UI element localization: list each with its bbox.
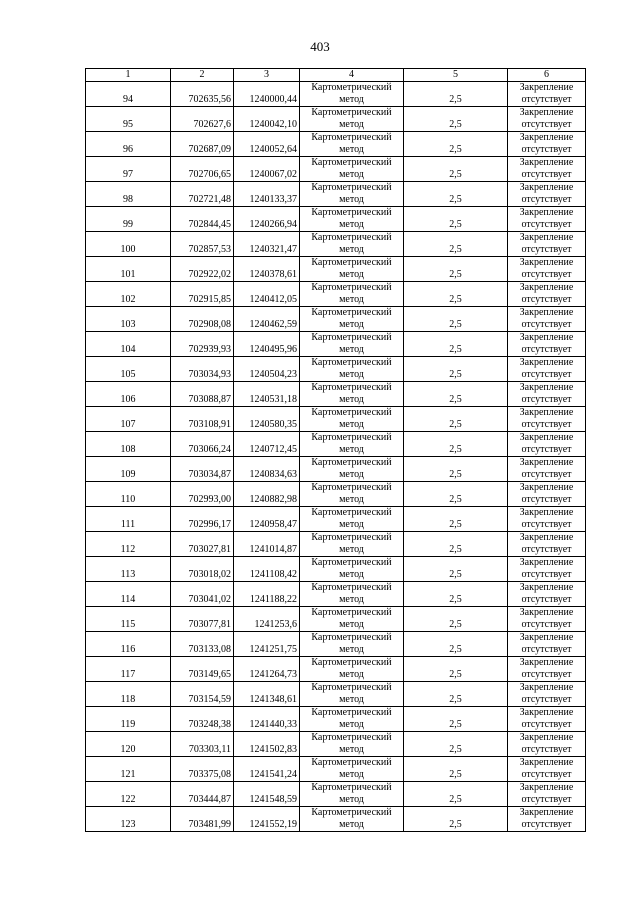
x-coordinate-cell: 702922,02 bbox=[171, 257, 234, 282]
y-coordinate-cell: 1240958,47 bbox=[234, 507, 300, 532]
table-row bbox=[86, 807, 586, 832]
method-cell: Картометрический метод bbox=[300, 782, 404, 807]
method-cell: Картометрический метод bbox=[300, 382, 404, 407]
table-row bbox=[86, 107, 586, 132]
accuracy-cell: 2,5 bbox=[404, 107, 508, 132]
point-number-cell: 99 bbox=[86, 207, 171, 232]
accuracy-cell: 2,5 bbox=[404, 557, 508, 582]
fixing-description-cell: Закрепление отсутствует bbox=[508, 307, 586, 332]
method-cell: Картометрический метод bbox=[300, 632, 404, 657]
method-cell: Картометрический метод bbox=[300, 507, 404, 532]
x-coordinate-cell: 703303,11 bbox=[171, 732, 234, 757]
fixing-description-cell: Закрепление отсутствует bbox=[508, 657, 586, 682]
table-row bbox=[86, 357, 586, 382]
method-cell: Картометрический метод bbox=[300, 807, 404, 832]
accuracy-cell: 2,5 bbox=[404, 82, 508, 107]
accuracy-cell: 2,5 bbox=[404, 657, 508, 682]
table-row bbox=[86, 432, 586, 457]
accuracy-cell: 2,5 bbox=[404, 432, 508, 457]
method-cell: Картометрический метод bbox=[300, 482, 404, 507]
fixing-description-cell: Закрепление отсутствует bbox=[508, 432, 586, 457]
point-number-cell: 121 bbox=[86, 757, 171, 782]
y-coordinate-cell: 1241440,33 bbox=[234, 707, 300, 732]
accuracy-cell: 2,5 bbox=[404, 132, 508, 157]
x-coordinate-cell: 702996,17 bbox=[171, 507, 234, 532]
point-number-cell: 122 bbox=[86, 782, 171, 807]
x-coordinate-cell: 703375,08 bbox=[171, 757, 234, 782]
method-cell: Картометрический метод bbox=[300, 82, 404, 107]
table-row bbox=[86, 707, 586, 732]
table-row bbox=[86, 457, 586, 482]
method-cell: Картометрический метод bbox=[300, 332, 404, 357]
point-number-cell: 118 bbox=[86, 682, 171, 707]
fixing-description-cell: Закрепление отсутствует bbox=[508, 607, 586, 632]
y-coordinate-cell: 1241014,87 bbox=[234, 532, 300, 557]
y-coordinate-cell: 1240042,10 bbox=[234, 107, 300, 132]
y-coordinate-cell: 1240495,96 bbox=[234, 332, 300, 357]
accuracy-cell: 2,5 bbox=[404, 482, 508, 507]
fixing-description-cell: Закрепление отсутствует bbox=[508, 357, 586, 382]
x-coordinate-cell: 703248,38 bbox=[171, 707, 234, 732]
y-coordinate-cell: 1241251,75 bbox=[234, 632, 300, 657]
y-coordinate-cell: 1240882,98 bbox=[234, 482, 300, 507]
point-number-cell: 112 bbox=[86, 532, 171, 557]
column-header-5: 5 bbox=[404, 69, 508, 82]
y-coordinate-cell: 1241552,19 bbox=[234, 807, 300, 832]
accuracy-cell: 2,5 bbox=[404, 232, 508, 257]
x-coordinate-cell: 703034,87 bbox=[171, 457, 234, 482]
method-cell: Картометрический метод bbox=[300, 407, 404, 432]
fixing-description-cell: Закрепление отсутствует bbox=[508, 182, 586, 207]
accuracy-cell: 2,5 bbox=[404, 757, 508, 782]
method-cell: Картометрический метод bbox=[300, 207, 404, 232]
point-number-cell: 115 bbox=[86, 607, 171, 632]
y-coordinate-cell: 1240067,02 bbox=[234, 157, 300, 182]
x-coordinate-cell: 703149,65 bbox=[171, 657, 234, 682]
method-cell: Картометрический метод bbox=[300, 757, 404, 782]
table-row bbox=[86, 207, 586, 232]
y-coordinate-cell: 1240133,37 bbox=[234, 182, 300, 207]
fixing-description-cell: Закрепление отсутствует bbox=[508, 332, 586, 357]
point-number-cell: 95 bbox=[86, 107, 171, 132]
x-coordinate-cell: 703077,81 bbox=[171, 607, 234, 632]
table-row bbox=[86, 307, 586, 332]
table-row bbox=[86, 507, 586, 532]
table-row bbox=[86, 282, 586, 307]
x-coordinate-cell: 703108,91 bbox=[171, 407, 234, 432]
y-coordinate-cell: 1241548,59 bbox=[234, 782, 300, 807]
y-coordinate-cell: 1241348,61 bbox=[234, 682, 300, 707]
table-row bbox=[86, 157, 586, 182]
fixing-description-cell: Закрепление отсутствует bbox=[508, 707, 586, 732]
point-number-cell: 105 bbox=[86, 357, 171, 382]
accuracy-cell: 2,5 bbox=[404, 457, 508, 482]
table-row bbox=[86, 657, 586, 682]
method-cell: Картометрический метод bbox=[300, 607, 404, 632]
point-number-cell: 103 bbox=[86, 307, 171, 332]
table-row bbox=[86, 582, 586, 607]
accuracy-cell: 2,5 bbox=[404, 682, 508, 707]
point-number-cell: 110 bbox=[86, 482, 171, 507]
y-coordinate-cell: 1240504,23 bbox=[234, 357, 300, 382]
accuracy-cell: 2,5 bbox=[404, 407, 508, 432]
fixing-description-cell: Закрепление отсутствует bbox=[508, 257, 586, 282]
table-row bbox=[86, 782, 586, 807]
point-number-cell: 120 bbox=[86, 732, 171, 757]
point-number-cell: 100 bbox=[86, 232, 171, 257]
x-coordinate-cell: 703018,02 bbox=[171, 557, 234, 582]
method-cell: Картометрический метод bbox=[300, 132, 404, 157]
y-coordinate-cell: 1241253,6 bbox=[234, 607, 300, 632]
accuracy-cell: 2,5 bbox=[404, 182, 508, 207]
coordinates-table bbox=[85, 68, 586, 832]
point-number-cell: 101 bbox=[86, 257, 171, 282]
y-coordinate-cell: 1240412,05 bbox=[234, 282, 300, 307]
table-row bbox=[86, 757, 586, 782]
table-row bbox=[86, 407, 586, 432]
fixing-description-cell: Закрепление отсутствует bbox=[508, 682, 586, 707]
method-cell: Картометрический метод bbox=[300, 532, 404, 557]
fixing-description-cell: Закрепление отсутствует bbox=[508, 557, 586, 582]
fixing-description-cell: Закрепление отсутствует bbox=[508, 82, 586, 107]
accuracy-cell: 2,5 bbox=[404, 582, 508, 607]
x-coordinate-cell: 702627,6 bbox=[171, 107, 234, 132]
fixing-description-cell: Закрепление отсутствует bbox=[508, 407, 586, 432]
page-number: 403 bbox=[310, 39, 330, 54]
point-number-cell: 109 bbox=[86, 457, 171, 482]
point-number-cell: 117 bbox=[86, 657, 171, 682]
fixing-description-cell: Закрепление отсутствует bbox=[508, 582, 586, 607]
fixing-description-cell: Закрепление отсутствует bbox=[508, 157, 586, 182]
table-row bbox=[86, 482, 586, 507]
y-coordinate-cell: 1240462,59 bbox=[234, 307, 300, 332]
y-coordinate-cell: 1240580,35 bbox=[234, 407, 300, 432]
fixing-description-cell: Закрепление отсутствует bbox=[508, 757, 586, 782]
method-cell: Картометрический метод bbox=[300, 432, 404, 457]
accuracy-cell: 2,5 bbox=[404, 357, 508, 382]
table-row bbox=[86, 532, 586, 557]
x-coordinate-cell: 702706,65 bbox=[171, 157, 234, 182]
accuracy-cell: 2,5 bbox=[404, 782, 508, 807]
y-coordinate-cell: 1240834,63 bbox=[234, 457, 300, 482]
point-number-cell: 113 bbox=[86, 557, 171, 582]
point-number-cell: 106 bbox=[86, 382, 171, 407]
y-coordinate-cell: 1241264,73 bbox=[234, 657, 300, 682]
accuracy-cell: 2,5 bbox=[404, 332, 508, 357]
point-number-cell: 114 bbox=[86, 582, 171, 607]
table-row bbox=[86, 632, 586, 657]
point-number-cell: 97 bbox=[86, 157, 171, 182]
y-coordinate-cell: 1240712,45 bbox=[234, 432, 300, 457]
y-coordinate-cell: 1241188,22 bbox=[234, 582, 300, 607]
point-number-cell: 108 bbox=[86, 432, 171, 457]
fixing-description-cell: Закрепление отсутствует bbox=[508, 507, 586, 532]
fixing-description-cell: Закрепление отсутствует bbox=[508, 107, 586, 132]
x-coordinate-cell: 702908,08 bbox=[171, 307, 234, 332]
x-coordinate-cell: 702939,93 bbox=[171, 332, 234, 357]
table-row bbox=[86, 132, 586, 157]
y-coordinate-cell: 1240531,18 bbox=[234, 382, 300, 407]
method-cell: Картометрический метод bbox=[300, 582, 404, 607]
accuracy-cell: 2,5 bbox=[404, 707, 508, 732]
fixing-description-cell: Закрепление отсутствует bbox=[508, 232, 586, 257]
method-cell: Картометрический метод bbox=[300, 232, 404, 257]
x-coordinate-cell: 702844,45 bbox=[171, 207, 234, 232]
table-header-row bbox=[86, 69, 586, 82]
point-number-cell: 111 bbox=[86, 507, 171, 532]
method-cell: Картометрический метод bbox=[300, 157, 404, 182]
accuracy-cell: 2,5 bbox=[404, 207, 508, 232]
x-coordinate-cell: 702993,00 bbox=[171, 482, 234, 507]
accuracy-cell: 2,5 bbox=[404, 532, 508, 557]
method-cell: Картометрический метод bbox=[300, 282, 404, 307]
x-coordinate-cell: 702721,48 bbox=[171, 182, 234, 207]
y-coordinate-cell: 1240266,94 bbox=[234, 207, 300, 232]
table-row bbox=[86, 82, 586, 107]
x-coordinate-cell: 703088,87 bbox=[171, 382, 234, 407]
x-coordinate-cell: 703027,81 bbox=[171, 532, 234, 557]
table-row bbox=[86, 232, 586, 257]
x-coordinate-cell: 703133,08 bbox=[171, 632, 234, 657]
fixing-description-cell: Закрепление отсутствует bbox=[508, 482, 586, 507]
method-cell: Картометрический метод bbox=[300, 682, 404, 707]
accuracy-cell: 2,5 bbox=[404, 507, 508, 532]
y-coordinate-cell: 1241502,83 bbox=[234, 732, 300, 757]
x-coordinate-cell: 703481,99 bbox=[171, 807, 234, 832]
y-coordinate-cell: 1240000,44 bbox=[234, 82, 300, 107]
y-coordinate-cell: 1240321,47 bbox=[234, 232, 300, 257]
method-cell: Картометрический метод bbox=[300, 107, 404, 132]
y-coordinate-cell: 1241108,42 bbox=[234, 557, 300, 582]
fixing-description-cell: Закрепление отсутствует bbox=[508, 282, 586, 307]
accuracy-cell: 2,5 bbox=[404, 307, 508, 332]
method-cell: Картометрический метод bbox=[300, 257, 404, 282]
accuracy-cell: 2,5 bbox=[404, 607, 508, 632]
method-cell: Картометрический метод bbox=[300, 657, 404, 682]
y-coordinate-cell: 1241541,24 bbox=[234, 757, 300, 782]
fixing-description-cell: Закрепление отсутствует bbox=[508, 132, 586, 157]
column-header-1: 1 bbox=[86, 69, 171, 82]
point-number-cell: 94 bbox=[86, 82, 171, 107]
point-number-cell: 104 bbox=[86, 332, 171, 357]
table-row bbox=[86, 607, 586, 632]
method-cell: Картометрический метод bbox=[300, 457, 404, 482]
x-coordinate-cell: 703444,87 bbox=[171, 782, 234, 807]
accuracy-cell: 2,5 bbox=[404, 382, 508, 407]
column-header-4: 4 bbox=[300, 69, 404, 82]
point-number-cell: 96 bbox=[86, 132, 171, 157]
method-cell: Картометрический метод bbox=[300, 182, 404, 207]
method-cell: Картометрический метод bbox=[300, 307, 404, 332]
fixing-description-cell: Закрепление отсутствует bbox=[508, 457, 586, 482]
x-coordinate-cell: 703154,59 bbox=[171, 682, 234, 707]
x-coordinate-cell: 703066,24 bbox=[171, 432, 234, 457]
accuracy-cell: 2,5 bbox=[404, 632, 508, 657]
point-number-cell: 102 bbox=[86, 282, 171, 307]
table-row bbox=[86, 332, 586, 357]
table-row bbox=[86, 257, 586, 282]
x-coordinate-cell: 703041,02 bbox=[171, 582, 234, 607]
fixing-description-cell: Закрепление отсутствует bbox=[508, 732, 586, 757]
x-coordinate-cell: 703034,93 bbox=[171, 357, 234, 382]
y-coordinate-cell: 1240378,61 bbox=[234, 257, 300, 282]
x-coordinate-cell: 702915,85 bbox=[171, 282, 234, 307]
column-header-3: 3 bbox=[234, 69, 300, 82]
x-coordinate-cell: 702635,56 bbox=[171, 82, 234, 107]
fixing-description-cell: Закрепление отсутствует bbox=[508, 782, 586, 807]
table-row bbox=[86, 557, 586, 582]
accuracy-cell: 2,5 bbox=[404, 282, 508, 307]
column-header-6: 6 bbox=[508, 69, 586, 82]
table-row bbox=[86, 182, 586, 207]
point-number-cell: 123 bbox=[86, 807, 171, 832]
table-row bbox=[86, 382, 586, 407]
fixing-description-cell: Закрепление отсутствует bbox=[508, 207, 586, 232]
accuracy-cell: 2,5 bbox=[404, 157, 508, 182]
x-coordinate-cell: 702857,53 bbox=[171, 232, 234, 257]
column-header-2: 2 bbox=[171, 69, 234, 82]
method-cell: Картометрический метод bbox=[300, 732, 404, 757]
method-cell: Картометрический метод bbox=[300, 707, 404, 732]
accuracy-cell: 2,5 bbox=[404, 257, 508, 282]
fixing-description-cell: Закрепление отсутствует bbox=[508, 632, 586, 657]
point-number-cell: 116 bbox=[86, 632, 171, 657]
accuracy-cell: 2,5 bbox=[404, 732, 508, 757]
accuracy-cell: 2,5 bbox=[404, 807, 508, 832]
y-coordinate-cell: 1240052,64 bbox=[234, 132, 300, 157]
point-number-cell: 98 bbox=[86, 182, 171, 207]
point-number-cell: 119 bbox=[86, 707, 171, 732]
fixing-description-cell: Закрепление отсутствует bbox=[508, 807, 586, 832]
method-cell: Картометрический метод bbox=[300, 357, 404, 382]
method-cell: Картометрический метод bbox=[300, 557, 404, 582]
table-row bbox=[86, 732, 586, 757]
table-row bbox=[86, 682, 586, 707]
table-body bbox=[86, 82, 586, 832]
fixing-description-cell: Закрепление отсутствует bbox=[508, 382, 586, 407]
point-number-cell: 107 bbox=[86, 407, 171, 432]
x-coordinate-cell: 702687,09 bbox=[171, 132, 234, 157]
fixing-description-cell: Закрепление отсутствует bbox=[508, 532, 586, 557]
